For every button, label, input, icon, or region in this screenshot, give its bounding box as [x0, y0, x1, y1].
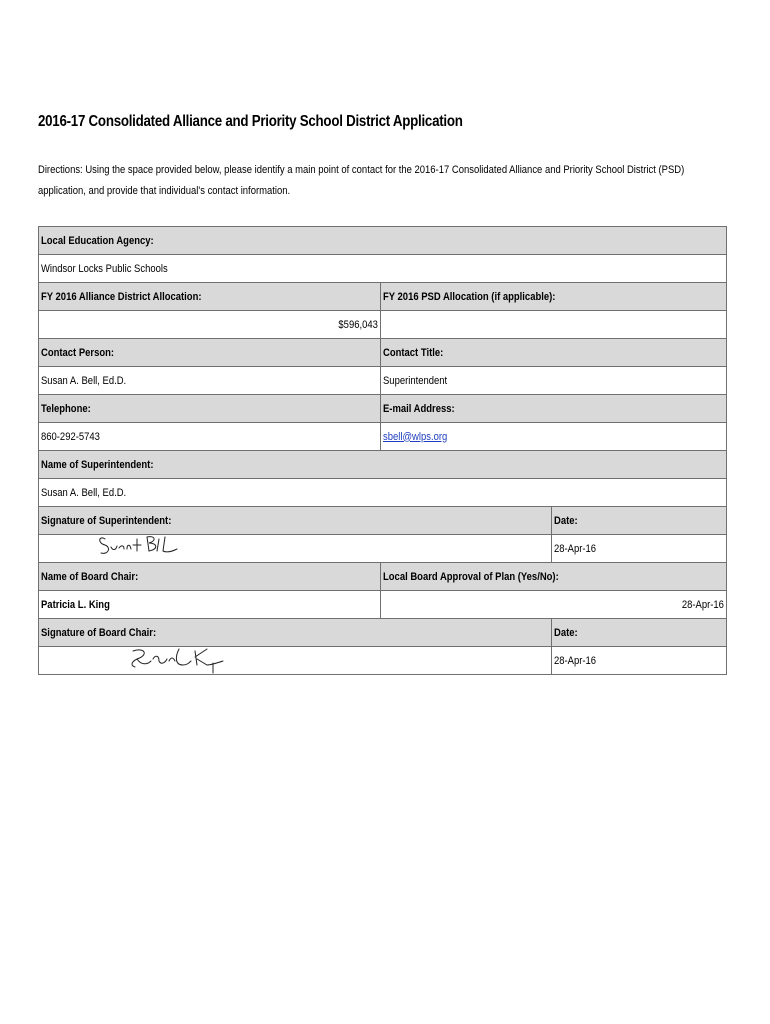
directions-text: Directions: Using the space provided below, please identify a main point of contact for the 2016-17 Consolidated Alliance and Priority School District (PSD) application, and provide that individual's contact information.	[38, 164, 685, 197]
alliance-allocation-value: $596,043	[338, 318, 378, 331]
contact-title-label-cell	[381, 339, 727, 367]
alliance-allocation-label: FY 2016 Alliance District Allocation:	[41, 290, 202, 303]
contact-title-value-cell[interactable]	[381, 367, 727, 395]
superintendent-date-label-cell	[552, 507, 727, 535]
board-chair-value-cell[interactable]	[39, 591, 381, 619]
lea-label-cell	[39, 227, 727, 255]
superintendent-name-value-cell[interactable]	[39, 479, 727, 507]
superintendent-signature-label: Signature of Superintendent:	[41, 514, 172, 527]
contact-value-row	[39, 367, 727, 395]
contact-person-label-cell	[39, 339, 381, 367]
telephone-label: Telephone:	[41, 402, 91, 415]
email-value-cell[interactable]	[381, 423, 727, 451]
contact-title-label: Contact Title:	[383, 346, 444, 359]
board-chair-signature-area	[41, 647, 549, 674]
lea-label-row	[39, 227, 727, 255]
allocation-value-row	[39, 311, 727, 339]
superintendent-name-value: Susan A. Bell, Ed.D.	[41, 486, 127, 499]
superintendent-name-value-row	[39, 479, 727, 507]
lea-value: Windsor Locks Public Schools	[41, 262, 168, 275]
phone-email-label-row	[39, 395, 727, 423]
contact-person-value: Susan A. Bell, Ed.D.	[41, 374, 127, 387]
board-approval-label: Local Board Approval of Plan (Yes/No):	[383, 570, 559, 583]
phone-email-value-row	[39, 423, 727, 451]
lea-label: Local Education Agency:	[41, 234, 154, 247]
superintendent-name-label: Name of Superintendent:	[41, 458, 154, 471]
superintendent-signature-area	[41, 535, 549, 562]
board-date-value-cell[interactable]	[552, 647, 727, 675]
contact-person-label: Contact Person:	[41, 346, 115, 359]
psd-allocation-label: FY 2016 PSD Allocation (if applicable):	[383, 290, 556, 303]
alliance-value-cell[interactable]	[39, 311, 381, 339]
page-title: 2016-17 Consolidated Alliance and Priority School District Application	[38, 113, 463, 130]
board-chair-sig-value-row	[39, 647, 727, 675]
superintendent-signature-cell[interactable]	[39, 535, 552, 563]
contact-label-row	[39, 339, 727, 367]
board-chair-value: Patricia L. King	[41, 598, 110, 611]
allocation-label-row	[39, 283, 727, 311]
superintendent-name-label-cell	[39, 451, 727, 479]
contact-form-table	[38, 226, 727, 675]
board-chair-signature-cell[interactable]	[39, 647, 552, 675]
superintendent-signature-image	[97, 535, 187, 562]
superintendent-sig-label-cell	[39, 507, 552, 535]
board-chair-signature-label: Signature of Board Chair:	[41, 626, 157, 639]
email-label: E-mail Address:	[383, 402, 455, 415]
contact-person-value-cell[interactable]	[39, 367, 381, 395]
board-chair-signature-image	[123, 647, 233, 675]
board-approval-value-cell[interactable]	[381, 591, 727, 619]
board-date-label-cell	[552, 619, 727, 647]
board-chair-label-row	[39, 563, 727, 591]
psd-label-cell	[381, 283, 727, 311]
board-chair-label: Name of Board Chair:	[41, 570, 139, 583]
board-chair-value-row	[39, 591, 727, 619]
lea-value-row	[39, 255, 727, 283]
telephone-value: 860-292-5743	[41, 430, 100, 443]
board-approval-value: 28-Apr-16	[681, 598, 725, 611]
board-chair-label-cell	[39, 563, 381, 591]
contact-title-value: Superintendent	[383, 374, 448, 387]
alliance-label-cell	[39, 283, 381, 311]
superintendent-date-value-cell[interactable]	[552, 535, 727, 563]
board-date-value: 28-Apr-16	[554, 654, 597, 667]
psd-value-cell[interactable]	[381, 311, 727, 339]
board-chair-sig-label-cell	[39, 619, 552, 647]
board-chair-sig-label-row	[39, 619, 727, 647]
superintendent-sig-label-row	[39, 507, 727, 535]
superintendent-date-label: Date:	[554, 514, 578, 527]
lea-value-cell[interactable]	[39, 255, 727, 283]
telephone-value-cell[interactable]	[39, 423, 381, 451]
superintendent-name-label-row	[39, 451, 727, 479]
telephone-label-cell	[39, 395, 381, 423]
email-link[interactable]: sbell@wlps.org	[383, 430, 448, 443]
email-label-cell	[381, 395, 727, 423]
board-approval-label-cell	[381, 563, 727, 591]
superintendent-date-value: 28-Apr-16	[554, 542, 597, 555]
board-date-label: Date:	[554, 626, 578, 639]
superintendent-sig-value-row	[39, 535, 727, 563]
